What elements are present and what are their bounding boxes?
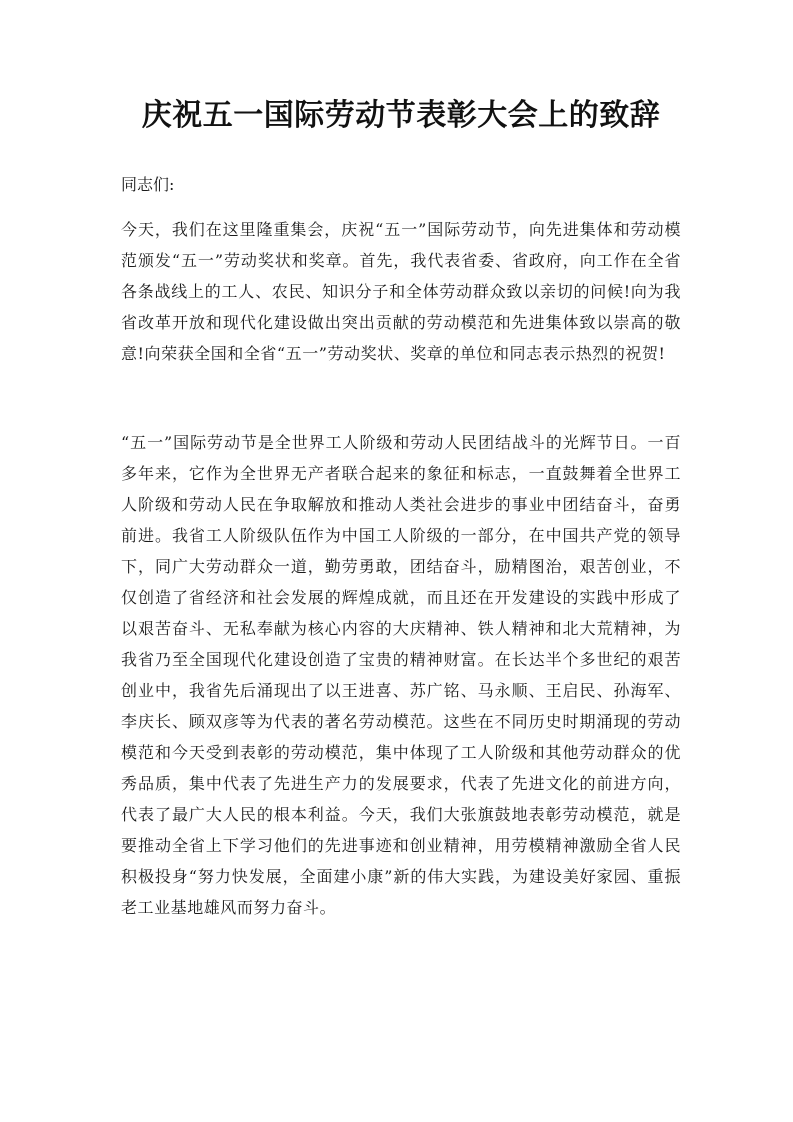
document-title: 庆祝五一国际劳动节表彰大会上的致辞: [141, 98, 661, 133]
document-page: [121, 0, 681, 1122]
paragraph-2: “五一”国际劳动节是全世界工人阶级和劳动人民团结战斗的光辉节日。一百多年来，它作为全世界无产者联合起来的象征和标志，一直鼓舞着全世界工人阶级和劳动人民在争取解放和推动人类社会进步的事业中团结奋斗，奋勇前进。我省工人阶级队伍作为中国工人阶级的一部分，在中国共产党的领导下，同广大劳动群众一道，勤劳勇敢，团结奋斗，励精图治，艰苦创业，不仅创造了省经济和社会发展的辉煌成就，而且还在开发建设的实践中形成了以艰苦奋斗、无私奉献为核心内容的大庆精神、铁人精神和北大荒精神，为我省乃至全国现代化建设创造了宝贵的精神财富。在长达半个多世纪的艰苦创业中，我省先后涌现出了以王进喜、苏广铭、马永顺、王启民、孙海军、李庆长、顾双彦等为代表的著名劳动模范。这些在不同历史时期涌现的劳动模范和今天受到表彰的劳动模范，集中体现了工人阶级和其他劳动群众的优秀品质，集中代表了先进生产力的发展要求，代表了先进文化的前进方向，代表了最广大人民的根本利益。今天，我们大张旗鼓地表彰劳动模范，就是要推动全省上下学习他们的先进事迹和创业精神，用劳模精神激励全省人民积极投身“努力快发展，全面建小康”新的伟大实践，为建设美好家园、重振老工业基地雄风而努力奋斗。: [121, 433, 681, 917]
paragraph-1: 今天，我们在这里隆重集会，庆祝“五一”国际劳动节，向先进集体和劳动模范颁发“五一”劳动奖状和奖章。首先，我代表省委、省政府，向工作在全省各条战线上的工人、农民、知识分子和全体劳动群众致以亲切的问候!向为我省改革开放和现代化建设做出突出贡献的劳动模范和先进集体致以崇高的敬意!向荣获全国和全省“五一”劳动奖状、奖章的单位和同志表示热烈的祝贺!: [121, 220, 681, 363]
salutation: 同志们:: [121, 175, 175, 194]
